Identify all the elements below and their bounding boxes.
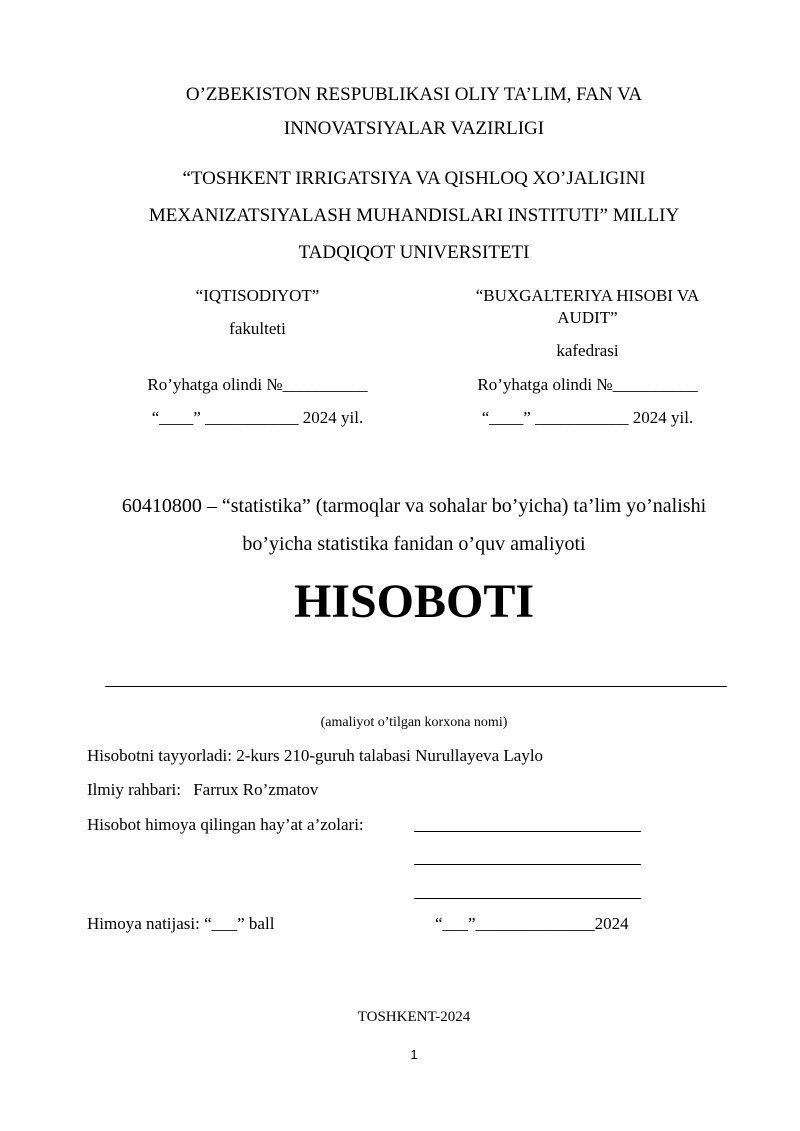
city-year: TOSHKENT-2024 [357, 1009, 471, 1025]
committee-member-line-3 [414, 898, 641, 899]
subject-line-2: bo’yicha statistika fanidan o’quv amaliyoti [242, 533, 586, 555]
supervisor-label: Ilmiy rahbari: [87, 780, 181, 799]
ministry-line-1: O’ZBEKISTON RESPUBLIKASI OLIY TA’LIM, FAN VA [185, 84, 643, 105]
subject-description [0, 487, 800, 563]
faculty-type: fakulteti [229, 319, 286, 338]
department-type: kafedrasi [556, 341, 619, 360]
enterprise-caption: (amaliyot o’tilgan korxona nomi) [320, 715, 508, 730]
institute-line-3: TADQIQOT UNIVERSITETI [298, 242, 530, 263]
department-registration: Ro’yhatga olindi №__________ [477, 375, 698, 394]
document-title: HISOBOTI [293, 575, 535, 628]
faculty-block [100, 285, 415, 340]
enterprise-name-line [105, 686, 727, 687]
ministry-line-2: INNOVATSIYALAR VAZIRLIGI [283, 118, 545, 139]
defense-date: “___”______________2024 [435, 914, 629, 933]
institute-line-1: “TOSHKENT IRRIGATSIYA VA QISHLOQ XO’JALIGINI [182, 168, 646, 189]
supervisor-row [87, 780, 318, 800]
institute-line-2: MEXANIZATSIYALASH MUHANDISLARI INSTITUTI” MILLIY [148, 205, 680, 226]
committee-member-line-2 [414, 864, 641, 865]
ministry-header [0, 78, 800, 146]
defense-result: Himoya natijasi: “___” ball [87, 914, 275, 933]
institute-header [0, 160, 800, 271]
committee-member-line-1 [414, 831, 641, 832]
supervisor-name: Farrux Ro’zmatov [193, 780, 319, 799]
department-block [430, 285, 745, 362]
department-date: “____” ___________ 2024 yil. [481, 408, 694, 427]
faculty-registration: Ro’yhatga olindi №__________ [147, 375, 368, 394]
subject-line-1: 60410800 – “statistika” (tarmoqlar va sohalar bo’yicha) ta’lim yo’nalishi [121, 495, 707, 517]
faculty-date: “____” ___________ 2024 yil. [151, 408, 364, 427]
department-name-line-2: AUDIT” [557, 308, 618, 327]
prepared-by: Hisobotni tayyorladi: 2-kurs 210-guruh talabasi Nurullayeva Laylo [87, 746, 544, 765]
page-number: 1 [410, 1047, 418, 1062]
faculty-name: “IQTISODIYOT” [195, 286, 320, 305]
committee-label: Hisobot himoya qilingan hay’at a’zolari: [87, 815, 364, 834]
department-name-line-1: “BUXGALTERIYA HISOBI VA [475, 286, 700, 305]
